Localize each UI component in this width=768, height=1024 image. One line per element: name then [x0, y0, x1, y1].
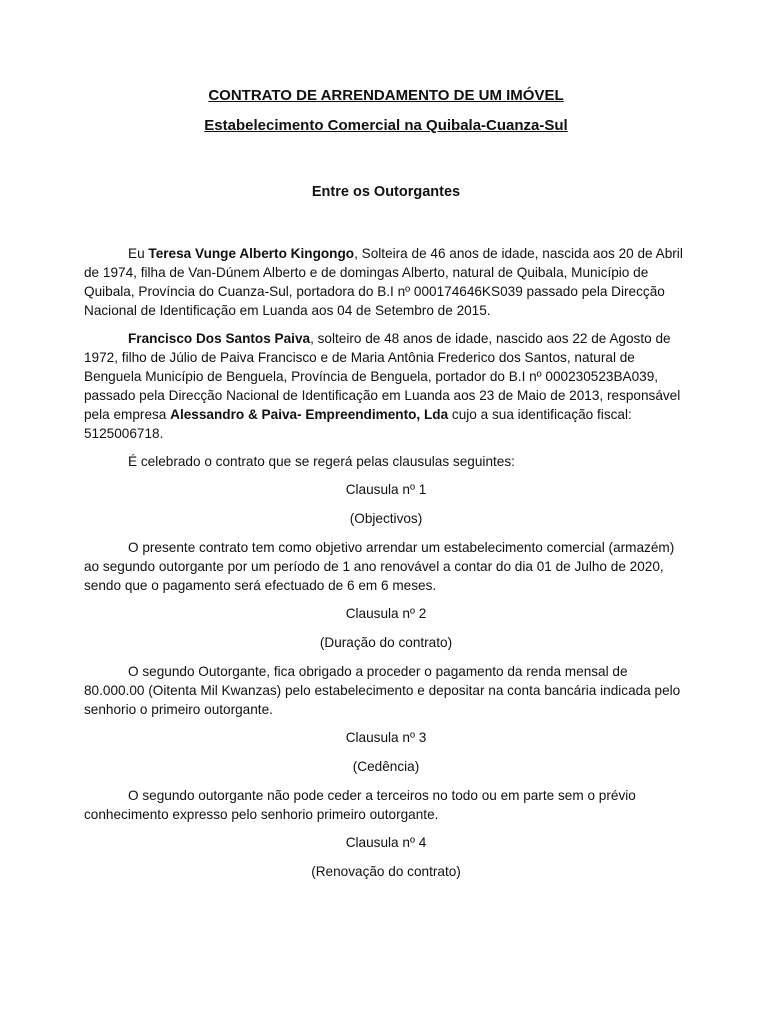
clause-1-text: O presente contrato tem como objetivo arrendar um estabelecimento comercial (armazém) ao segundo outorgante por um período de 1 ano renovável a contar do dia 01 de Julho de 2020, sendo que o pagamento será efectuado de 6 em 6 meses. — [84, 540, 675, 593]
document-subtitle: Estabelecimento Comercial na Quibala-Cuanza-Sul — [204, 117, 568, 134]
clause-2-number: Clausula nº 2 — [345, 606, 427, 621]
clause-4-number: Clausula nº 4 — [345, 835, 427, 850]
clause-1-title: (Objectivos) — [349, 511, 423, 526]
clause-1-number: Clausula nº 1 — [345, 482, 427, 497]
clause-4-title: (Renovação do contrato) — [311, 864, 461, 879]
party1-prefix: Eu — [128, 246, 149, 261]
party1-paragraph — [84, 244, 688, 320]
party2-company: Alessandro & Paiva- Empreendimento, Lda — [170, 407, 449, 422]
section-heading: Entre os Outorgantes — [311, 184, 461, 200]
party2-text-end: cujo a sua identificação fiscal: 5125006718. — [84, 407, 632, 441]
clause-2-text: O segundo Outorgante, fica obrigado a proceder o pagamento da renda mensal de 80.000.00 (Oitenta Mil Kwanzas) pelo estabelecimento e depositar na conta bancária indicada pelo senhorio o primeiro outorgante. — [84, 664, 681, 717]
clause-2-title: (Duração do contrato) — [319, 635, 453, 650]
party1-text: , Solteira de 46 anos de idade, nascida aos 20 de Abril de 1974, filha de Van-Dúnem Alberto e de domingas Alberto, natural de Quibala, Município de Quibala, Província do Cuanza-Sul, portadora do B.I nº 000174646KS039 passado pela Direcção Nacional de Identificação em Luanda aos 04 de Setembro de 2015. — [84, 246, 683, 318]
clause-3-number: Clausula nº 3 — [345, 730, 427, 745]
clause-3-text: O segundo outorgante não pode ceder a terceiros no todo ou em parte sem o prévio conhecimento expresso pelo senhorio primeiro outorgante. — [84, 788, 636, 822]
party1-name: Teresa Vunge Alberto Kingongo — [148, 246, 355, 261]
party2-name: Francisco Dos Santos Paiva — [128, 331, 311, 346]
clause-3-title: (Cedência) — [352, 759, 420, 774]
party2-text: , solteiro de 48 anos de idade, nascido aos 22 de Agosto de 1972, filho de Júlio de Paiva Francisco e de Maria Antônia Frederico dos Santos, natural de Benguela Município de Benguela, Província de Benguela, portador do B.I nº 000230523BA039, passado pela Direcção Nacional de Identificação em Luanda aos 23 de Maio de 2013, responsável pela empresa — [84, 331, 681, 422]
party2-paragraph — [84, 329, 688, 443]
intro-paragraph: É celebrado o contrato que se regerá pelas clausulas seguintes: — [128, 454, 515, 469]
document-title: CONTRATO DE ARRENDAMENTO DE UM IMÓVEL — [208, 87, 564, 104]
